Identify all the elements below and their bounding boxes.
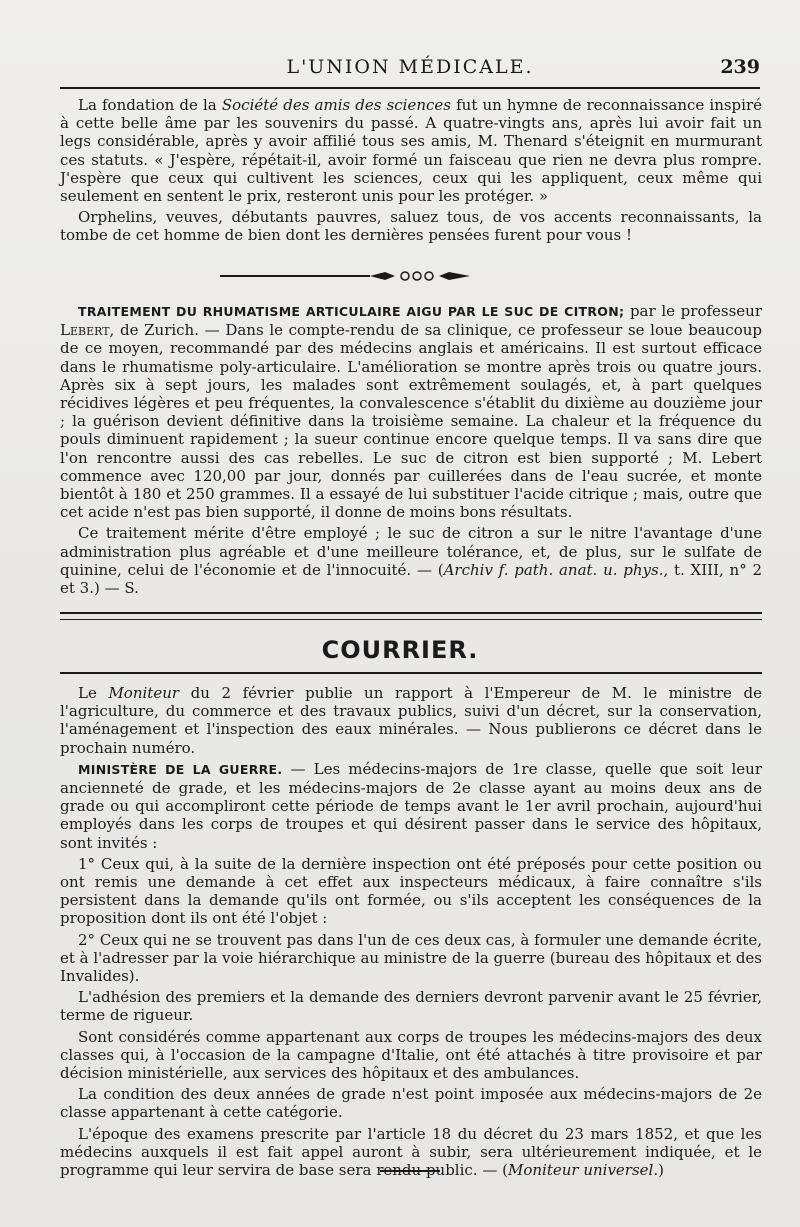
author-name: Lebert <box>60 321 110 340</box>
main-text <box>60 96 762 245</box>
courrier-title: COURRIER. <box>321 636 479 664</box>
intro-paragraph-1: La fondation de la Société des amis des sciences fut un hymne de reconnaissance inspiré à cette belle âme par les souvenirs du passé. A quatre-vingts ans, après lui avoir fait un legs considérable, après y avoir affilié tous ses amis, M. Thenard s'éteignit en murmurant ces statuts. « J'espère, répétait-il, avoir formé un faisceau que rien ne devra plus rompre. J'espère que ceux qui cultivent les sciences, ceux qui les appliquent, ceux même qui seulement en sentent le prix, resteront unis pour les protéger. » <box>60 96 762 206</box>
footer-rule <box>380 1170 440 1172</box>
section-rule <box>60 612 762 620</box>
page-number: 239 <box>720 56 760 78</box>
traitement-paragraph-2: Ce traitement mérite d'être employé ; le suc de citron a sur le nitre l'avantage d'une administration plus agréable et d'une meilleure tolérance, et, de plus, sur le sulfate de quinine, celui de l'économie et de l'innocuité. — (Archiv f. path. anat. u. phys., t. XIII, n° 2 et 3.) — S. <box>60 524 762 598</box>
courrier-paragraph-1: Le Moniteur du 2 février publie un rapport à l'Empereur de M. le ministre de l'agriculture, du commerce et des travaux publics, suivi d'un décret, sur la conservation, l'aménagement et l'inspection des eaux minérales. — Nous publierons ce décret dans le prochain numéro. <box>60 684 762 757</box>
traitement-paragraph-1: TRAITEMENT DU RHUMATISME ARTICULAIRE AIGU PAR LE SUC DE CITRON; par le professeur Lebert, de Zurich. — Dans le compte-rendu de sa clinique, ce professeur se loue beaucoup de ce moyen, recommandé par des médecins anglais et américains. Il est surtout efficace dans le rhumatisme poly-articulaire. L'amélioration se montre après trois ou quatre jours. Après six à sept jours, les malades sont extrêmement soulagés, et, à part quelques récidives légères et peu fréquentes, la convalescence s'établit du dixième au douzième jour ; la guérison devient définitive dans la troisième semaine. La chaleur et la fréquence du pouls diminuent rapidement ; la sueur continue encore quelque temps. Il va sans dire que l'on rencontre aussi des cas rebelles. Le suc de citron est bien supporté ; M. Lebert commence avec 120,00 par jour, donnés par cuillerées dans de l'eau sucrée, et monte bientôt à 180 et 250 grammes. Il a essayé de lui substituer l'acide citrique ; mais, outre que cet acide n'est pas bien supporté, il donne de moins bons résultats. <box>60 302 763 522</box>
ministere-heading: MINISTÈRE DE LA GUERRE. <box>78 761 283 777</box>
courrier-paragraph-8: L'époque des examens prescrite par l'article 18 du décret du 23 mars 1852, et que les médecins auxquels il est fait appel auront à subir, sera ultérieurement indiquée, et le programme qui leur servira de base sera rendu public. — (Moniteur universel.) <box>60 1124 762 1180</box>
courrier-section <box>60 684 762 1179</box>
running-title: L'UNION MÉDICALE. <box>286 56 534 78</box>
intro-paragraph-2: Orphelins, veuves, débutants pauvres, saluez tous, de vos accents reconnaissants, la tombe de cet homme de bien dont les dernières pensées furent pour vous ! <box>60 208 762 245</box>
courrier-paragraph-7: La condition des deux années de grade n'est point imposée aux médecins-majors de 2e classe appartenant à cette catégorie. <box>60 1085 762 1122</box>
courrier-paragraph-3: 1° Ceux qui, à la suite de la dernière inspection ont été préposés pour cette position ou ont remis une demande à cet effet aux inspecteurs médicaux, à faire connaître s'ils persistent dans la demande qu'ils ont formée, ou s'ils acceptent les conséquences de la proposition dont ils ont été l'objet : <box>60 854 762 928</box>
citation: Archiv f. path. anat. u. phys. <box>443 560 664 579</box>
traitement-section <box>60 302 762 597</box>
ornament-divider <box>220 270 470 282</box>
page-header <box>60 52 760 82</box>
header-rule <box>60 87 760 89</box>
courrier-paragraph-6: Sont considérés comme appartenant aux corps de troupes les médecins-majors des deux classes qui, à l'occasion de la campagne d'Italie, ont été attachés à titre provisoire et par décision ministérielle, aux services des hôpitaux et des ambulances. <box>60 1027 762 1083</box>
courrier-paragraph-4: 2° Ceux qui ne se trouvent pas dans l'un de ces deux cas, à formuler une demande écrite, et à l'adresser par la voie hiérarchique au ministre de la guerre (bureau des hôpitaux et des Invalides). <box>60 930 762 986</box>
traitement-heading: TRAITEMENT DU RHUMATISME ARTICULAIRE AIGU PAR LE SUC DE CITRON; <box>78 304 625 319</box>
courrier-paragraph-5: L'adhésion des premiers et la demande des derniers devront parvenir avant le 25 février, terme de rigueur. <box>60 988 762 1025</box>
courrier-paragraph-2: MINISTÈRE DE LA GUERRE. — Les médecins-majors de 1re classe, quelle que soit leur ancienneté de grade, et les médecins-majors de 2e classe ayant au moins deux ans de grade ou qui accompliront cette période de temps avant le 1er avril prochain, aujourd'hui employés dans les corps de troupes et qui désirent passer dans le service des hôpitaux, sont invités : <box>60 759 762 852</box>
courrier-rule <box>60 672 762 674</box>
